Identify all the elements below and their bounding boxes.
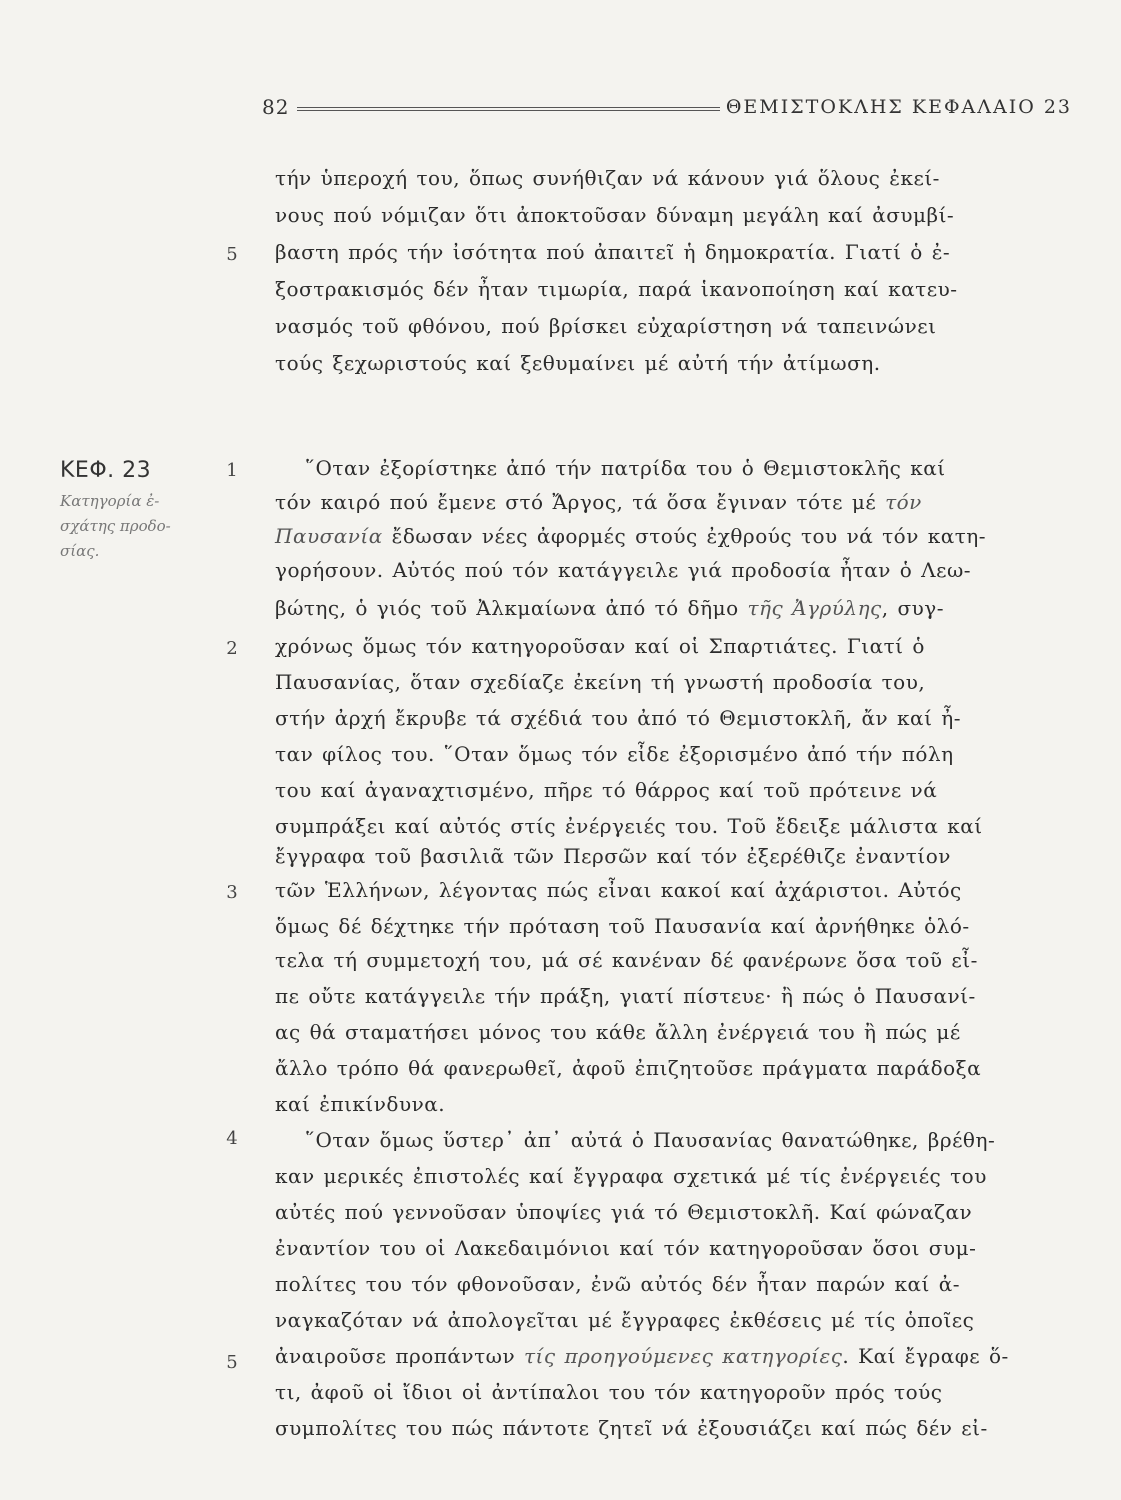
line-number: 3 — [226, 882, 238, 903]
line-number: 4 — [226, 1128, 238, 1149]
italic-term: Παυσανία — [275, 524, 383, 548]
text-line: στήν ἀρχή ἔκρυβε τά σχέδιά του ἀπό τό Θεμιστοκλῆ, ἄν καί ἦ- — [275, 706, 962, 730]
text-line: καί ἐπικίνδυνα. — [275, 1092, 446, 1116]
text-line: γορήσουν. Αὐτός πού τόν κατάγγειλε γιά προδοσία ἦταν ὁ Λεω- — [275, 558, 972, 582]
text-line: βαστη πρός τήν ἰσότητα πού ἀπαιτεῖ ἡ δημοκρατία. Γιατί ὁ ἐ- — [275, 240, 951, 264]
text-line: τῶν Ἑλλήνων, λέγοντας πώς εἶναι κακοί καί ἀχάριστοι. Αὐτός — [275, 878, 962, 902]
text-line: ἄλλο τρόπο θά φανερωθεῖ, ἀφοῦ ἐπιζητοῦσε πράγματα παράδοξα — [275, 1056, 982, 1080]
text-line: ναγκαζόταν νά ἀπολογεῖται μέ ἔγγραφες ἐκθέσεις μέ τίς ὁποῖες — [275, 1308, 975, 1332]
text-line: ὅμως δέ δέχτηκε τήν πρόταση τοῦ Παυσανία καί ἀρνήθηκε ὁλό- — [275, 914, 970, 938]
text-line: τόν καιρό πού ἔμενε στό Ἄργος, τά ὅσα ἔγιναν τότε μέ τόν — [275, 490, 922, 514]
text-line: τούς ξεχωριστούς καί ξεθυμαίνει μέ αὐτή τήν ἀτίμωση. — [275, 351, 881, 375]
text-line: νασμός τοῦ φθόνου, πού βρίσκει εὐχαρίστηση νά ταπεινώνει — [275, 314, 937, 338]
chapter-summary-line: σχάτης προδο- — [60, 517, 171, 535]
text-line: Παυσανία ἔδωσαν νέες ἀφορμές στούς ἐχθρούς του νά τόν κατη- — [275, 524, 987, 548]
text-line: καν μερικές ἐπιστολές καί ἔγγραφα σχετικά μέ τίς ἐνέργειές του — [275, 1164, 987, 1188]
text-line: ῞Οταν ἐξορίστηκε ἀπό τήν πατρίδα του ὁ Θεμιστοκλῆς καί — [305, 456, 946, 480]
text-line: συμπολίτες του πώς πάντοτε ζητεῖ νά ἐξουσιάζει καί πώς δέν εἰ- — [275, 1416, 988, 1440]
text-line: πε οὔτε κατάγγειλε τήν πράξη, γιατί πίστευε· ἢ πώς ὁ Παυσανί- — [275, 984, 976, 1008]
line-number: 5 — [226, 1352, 238, 1373]
line-number: 1 — [226, 460, 238, 481]
text-line: τήν ὑπεροχή του, ὅπως συνήθιζαν νά κάνουν γιά ὅλους ἐκεί- — [275, 166, 940, 190]
text-line: πολίτες του τόν φθονοῦσαν, ἐνῶ αὐτός δέν ἦταν παρών καί ἀ- — [275, 1272, 960, 1296]
text-line: νους πού νόμιζαν ὅτι ἀποκτοῦσαν δύναμη μεγάλη καί ἀσυμβί- — [275, 203, 955, 227]
italic-term: τῆς Ἀγρύλης — [747, 596, 882, 620]
text-line: βώτης, ὁ γιός τοῦ Ἀλκμαίωνα ἀπό τό δῆμο τῆς Ἀγρύλης, συγ- — [275, 596, 945, 620]
italic-term: τόν — [885, 490, 922, 514]
text-line: τελα τή συμμετοχή του, μά σέ κανέναν δέ φανέρωνε ὅσα τοῦ εἶ- — [275, 948, 978, 972]
text-line: ἔγγραφα τοῦ βασιλιᾶ τῶν Περσῶν καί τόν ἐξερέθιζε ἐναντίον — [275, 844, 951, 868]
header-rule — [297, 107, 719, 111]
text-line: τι, ἀφοῦ οἱ ἴδιοι οἱ ἀντίπαλοι του τόν κατηγοροῦν πρός τούς — [275, 1380, 943, 1404]
italic-term: τίς προηγούμενες κατηγορίες — [523, 1344, 843, 1368]
text-line: Παυσανίας, ὅταν σχεδίαζε ἐκείνη τή γνωστή προδοσία του, — [275, 670, 926, 694]
chapter-summary-line: Κατηγορία ἐ- — [60, 492, 160, 510]
text-line: ξοστρακισμός δέν ἦταν τιμωρία, παρά ἱκανοποίηση καί κατευ- — [275, 277, 958, 301]
chapter-summary-line: σίας. — [60, 542, 100, 560]
page-number: 82 — [262, 95, 290, 119]
line-number: 2 — [226, 638, 238, 659]
text-line: συμπράξει καί αὐτός στίς ἐνέργειές του. Τοῦ ἔδειξε μάλιστα καί — [275, 814, 983, 838]
text-line: αὐτές πού γεννοῦσαν ὑποψίες γιά τό Θεμιστοκλῆ. Καί φώναζαν — [275, 1200, 973, 1224]
chapter-heading: ΚΕΦ. 23 — [60, 458, 152, 483]
line-number: 5 — [226, 244, 238, 265]
text-line: ας θά σταματήσει μόνος του κάθε ἄλλη ἐνέργειά του ἢ πώς μέ — [275, 1020, 961, 1044]
text-line: χρόνως ὅμως τόν κατηγοροῦσαν καί οἱ Σπαρτιάτες. Γιατί ὁ — [275, 634, 925, 658]
text-line: του καί ἀγαναχτισμένο, πῆρε τό θάρρος καί τοῦ πρότεινε νά — [275, 778, 938, 802]
running-header — [262, 92, 1072, 122]
text-line: ῞Οταν ὅμως ὕστερ᾽ ἀπ᾽ αὐτά ὁ Παυσανίας θανατώθηκε, βρέθη- — [305, 1128, 996, 1152]
text-line: ἀναιροῦσε προπάντων τίς προηγούμενες κατηγορίες. Καί ἔγραφε ὅ- — [275, 1344, 1009, 1368]
text-line: ταν φίλος του. ῞Οταν ὅμως τόν εἶδε ἐξορισμένο ἀπό τήν πόλη — [275, 742, 954, 766]
text-line: ἐναντίον του οἱ Λακεδαιμόνιοι καί τόν κατηγοροῦσαν ὅσοι συμ- — [275, 1236, 977, 1260]
running-title: ΘΕΜΙΣΤΟΚΛΗΣ ΚΕΦΑΛΑΙΟ 23 — [725, 96, 1072, 118]
